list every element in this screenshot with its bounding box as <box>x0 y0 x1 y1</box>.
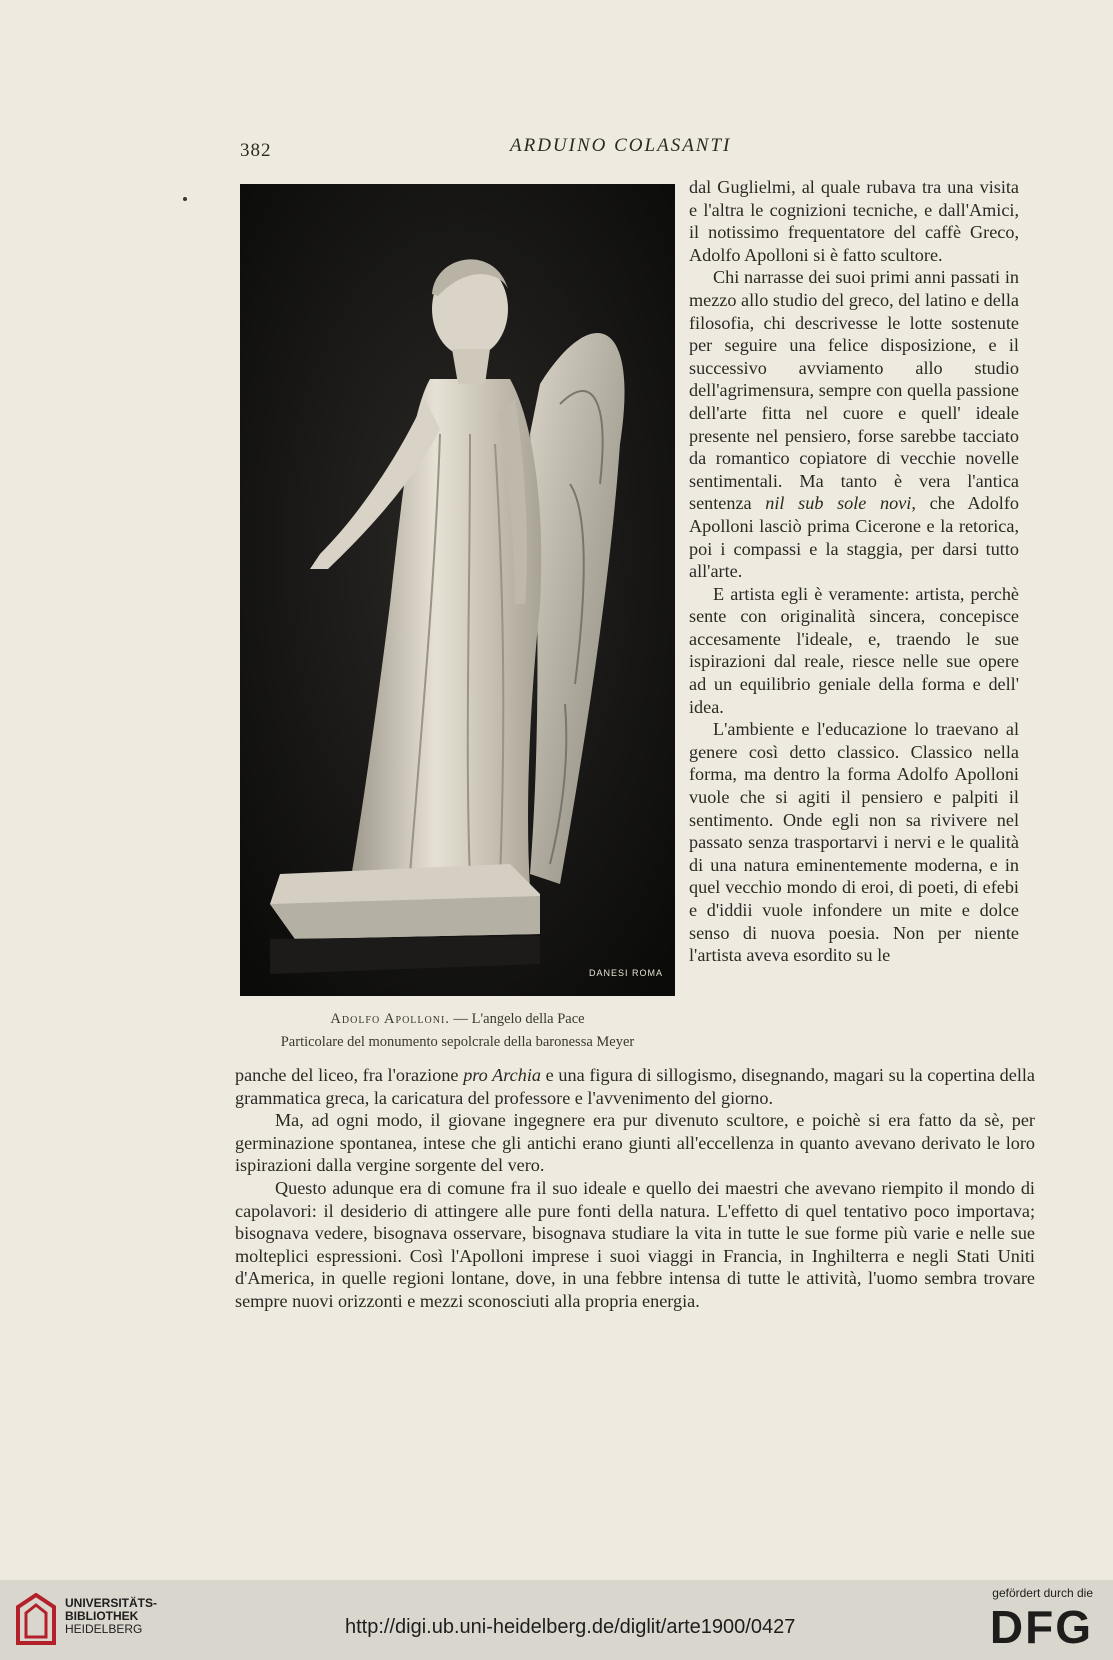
running-title: ARDUINO COLASANTI <box>510 135 732 156</box>
full-width-text <box>235 1064 1035 1313</box>
funded-by-label: gefördert durch die <box>992 1586 1093 1600</box>
library-line: BIBLIOTHEK <box>65 1609 139 1623</box>
paragraph-text: che Adolfo Apolloni lasciò prima Cicerone e la retorica, poi i compassi e la staggia, per darsi tutto all'arte. <box>689 493 1019 582</box>
margin-mark <box>183 197 187 201</box>
university-library-logo-icon <box>14 1593 58 1645</box>
paragraph-text: e una figura di sillogismo, disegnando, magari su la copertina della grammatica greca, la caricatura del professore e l'avvenimento del giorno. <box>235 1065 1035 1108</box>
paragraph-text: panche del liceo, fra l'orazione <box>235 1065 464 1085</box>
paragraph: Ma, ad ogni modo, il giovane ingegnere era pur divenuto scultore, e poichè si era fatto da sè, per germinazione spontanea, intese che gli antichi erano giunti all'eccellenza in quanto avevano derivato le loro ispirazioni dalla vergine sorgente del vero. <box>235 1110 1035 1176</box>
page-number: 382 <box>240 140 272 161</box>
statue-photograph <box>240 184 675 996</box>
paragraph: L'ambiente e l'educazione lo traevano al genere così detto classico. Classico nella forma, ma dentro la forma Adolfo Apolloni vuole che si agiti il pensiero e palpiti il sentimento. Onde egli non sa rivivere nel passato senza trasportarvi i nervi e le qualità di una natura eminentemente moderna, e in quel vecchio mondo di eroi, di poeti, di efebi e d'iddii vuole infondere un mite e dolce senso di nuova poesia. Non per niente l'artista aveva esordito su le <box>689 719 1019 966</box>
dfg-logo: DFG <box>989 1601 1093 1653</box>
caption-line-1 <box>240 1008 675 1031</box>
paragraph: Questo adunque era di comune fra il suo ideale e quello dei maestri che avevano riempito il mondo di capolavori: il desiderio di attingere alle pure fonti della natura. L'effetto di quel tentativo poco importava; bisognava vedere, bisognava osservare, bisognava studiare la vita in tutte le sue forme più varie e nelle sue molteplici espressioni. Così l'Apolloni imprese i suoi viaggi in Francia, in Inghilterra e negli Stati Uniti d'America, in quelle regioni lontane, dove, in una febbre intensa di tutte le attività, l'uomo sembra trovare sempre nuovi orizzonti e mezzi sconosciuti alla propria energia. <box>235 1177 1035 1311</box>
caption-author: Adolfo Apolloni. <box>330 1011 450 1027</box>
photo-credit: DANESI ROMA <box>588 968 663 978</box>
italic-title: pro Archia <box>463 1065 541 1085</box>
angel-statue-illustration <box>240 184 675 996</box>
digitization-footer <box>0 1580 1113 1660</box>
text-column <box>689 176 1019 967</box>
latin-quote: nil sub sole novi, <box>765 493 916 514</box>
library-name <box>65 1597 157 1636</box>
paragraph-text: Chi narrasse dei suoi primi anni passati in mezzo allo studio del greco, del latino e della filosofia, chi descrivesse le lotte sostenute per seguire una felice disposizione, e il successivo avviamento allo studio dell'agrimensura, sempre con quella passione dell'arte fitta nel cuore e quell' ideale presente nel pensiero, forse sarebbe tacciato da romantico copiatore di vecchie novelle sentimentali. Ma tanto è vera l'antica sentenza <box>689 267 1019 514</box>
paragraph: E artista egli è veramente: artista, perchè sente con originalità sincera, concepisce accesamente l'ideale, e, traendo le sue ispirazioni dal reale, riesce nelle sue opere ad un equilibrio geniale della forma e dell' idea. <box>689 583 1019 717</box>
caption-line-2: Particolare del monumento sepolcrale della baronessa Meyer <box>280 1034 635 1050</box>
paragraph <box>689 266 1019 582</box>
figure-caption <box>240 1008 675 1054</box>
source-url-link[interactable]: http://digi.ub.uni-heidelberg.de/diglit/arte1900/0427 <box>345 1616 796 1638</box>
library-line: UNIVERSITÄTS- <box>65 1596 158 1610</box>
paragraph: dal Guglielmi, al quale rubava tra una visita e l'altra le cognizioni tecniche, e dall'Amici, il notissimo frequentatore del caffè Greco, Adolfo Apolloni si è fatto scultore. <box>689 177 1019 265</box>
library-line: HEIDELBERG <box>65 1622 143 1636</box>
caption-title: — L'angelo della Pace <box>449 1011 585 1027</box>
paragraph <box>235 1064 1035 1109</box>
